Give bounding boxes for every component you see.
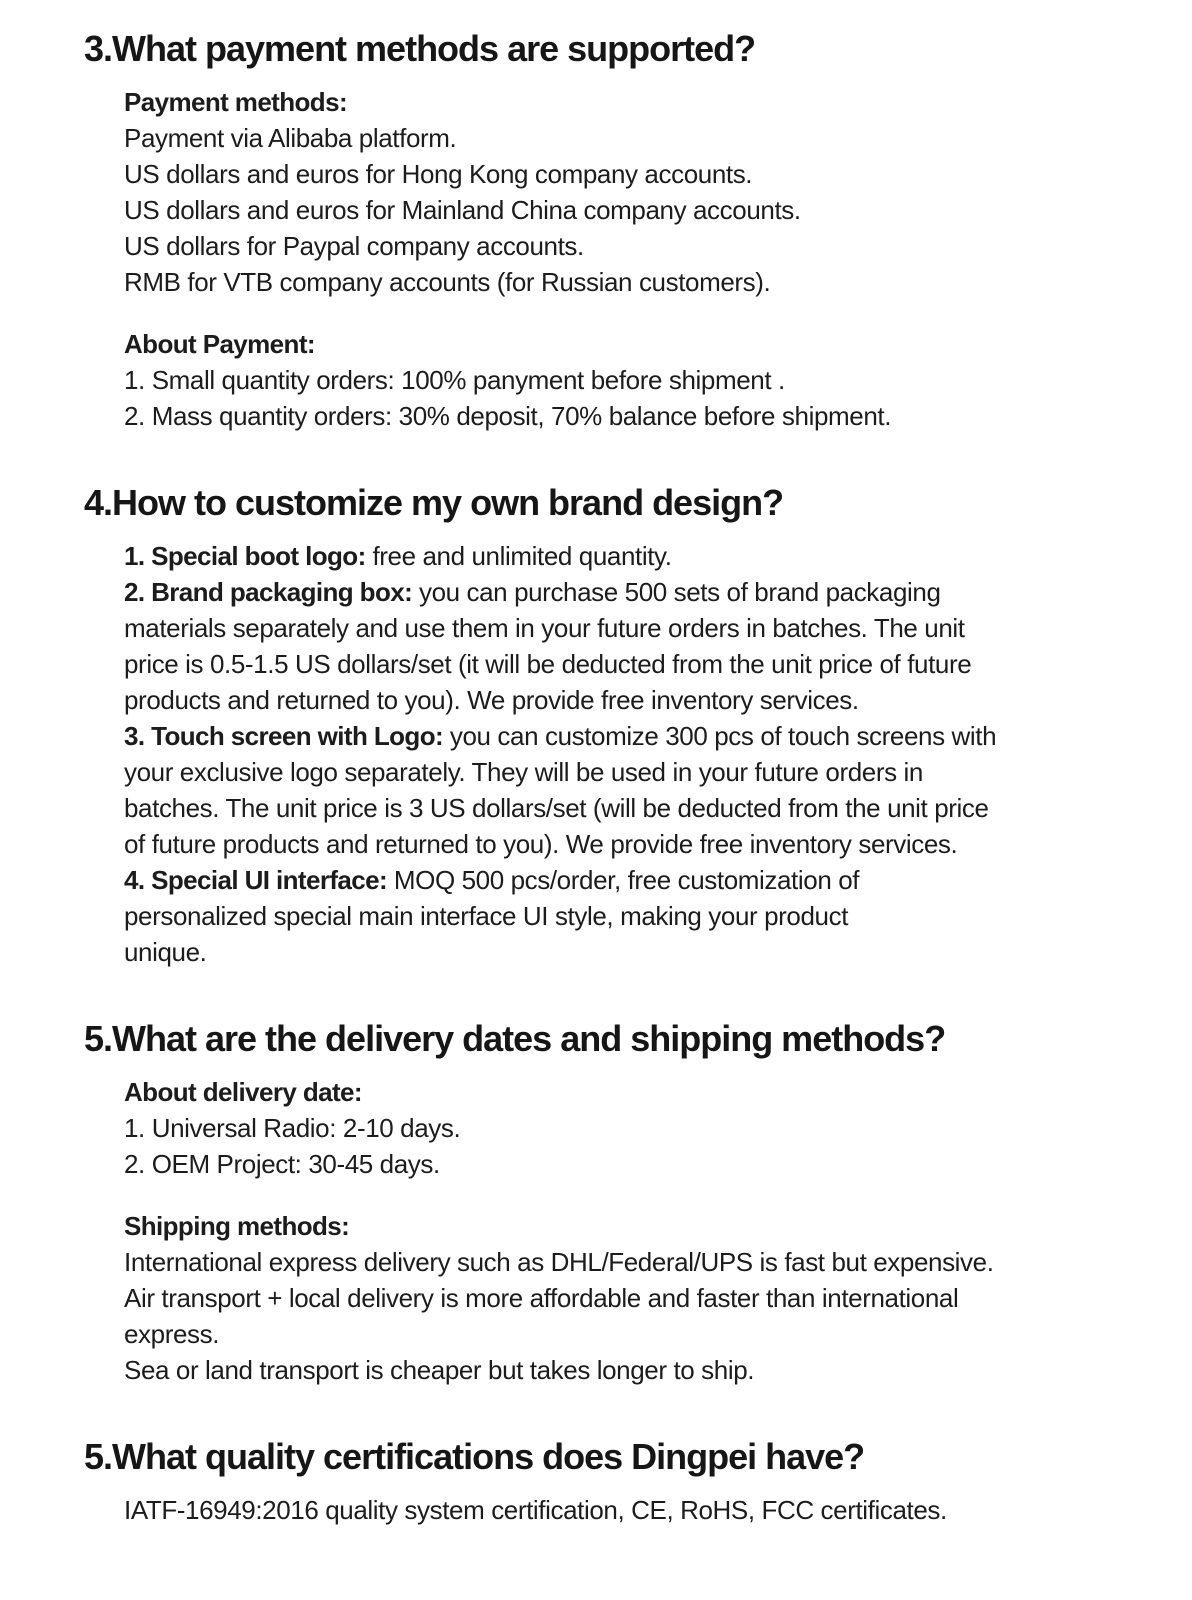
faq-section — [0, 1016, 1192, 1388]
faq-text-line — [124, 1244, 1152, 1280]
faq-text-line — [124, 362, 1152, 398]
text-run: you can customize 300 pcs of touch screens with — [443, 721, 997, 751]
faq-question-heading: 5.What quality certifications does Dingpei have? — [84, 1436, 865, 1477]
text-run: RMB for VTB company accounts (for Russian customers). — [124, 267, 771, 297]
faq-text-line — [124, 934, 1152, 970]
faq-text-line — [124, 826, 1152, 862]
text-run: IATF-16949:2016 quality system certification, CE, RoHS, FCC certificates. — [124, 1495, 947, 1525]
faq-section — [0, 26, 1192, 434]
text-run: US dollars and euros for Mainland China company accounts. — [124, 195, 801, 225]
faq-text-line — [124, 646, 1152, 682]
faq-text-line — [124, 898, 1152, 934]
text-run: batches. The unit price is 3 US dollars/set (will be deducted from the unit price — [124, 793, 989, 823]
bold-text-run: 2. Brand packaging box: — [124, 577, 413, 607]
faq-text-line — [124, 228, 1152, 264]
faq-text-line — [124, 120, 1152, 156]
faq-text-line — [124, 1146, 1152, 1182]
faq-question-heading: 5.What are the delivery dates and shipping methods? — [84, 1018, 946, 1059]
faq-text-line — [124, 754, 1152, 790]
faq-text-line — [124, 398, 1152, 434]
faq-text-line — [124, 192, 1152, 228]
faq-text-line — [124, 1352, 1152, 1388]
bold-text-run: About Payment: — [124, 329, 315, 359]
faq-text-line — [124, 1208, 1152, 1244]
faq-text-line — [124, 1492, 1152, 1528]
text-run: Payment via Alibaba platform. — [124, 123, 457, 153]
text-run: your exclusive logo separately. They will be used in your future orders in — [124, 757, 923, 787]
faq-answer-block — [124, 84, 1152, 300]
text-run: products and returned to you). We provide free inventory services. — [124, 685, 859, 715]
bold-text-run: Payment methods: — [124, 87, 348, 117]
text-run: US dollars and euros for Hong Kong company accounts. — [124, 159, 753, 189]
text-run: Air transport + local delivery is more affordable and faster than international — [124, 1283, 959, 1313]
faq-text-line — [124, 1316, 1152, 1352]
faq-text-line — [124, 156, 1152, 192]
faq-text-line — [124, 326, 1152, 362]
faq-answer-block — [124, 326, 1152, 434]
faq-question-heading: 4.How to customize my own brand design? — [84, 482, 784, 523]
faq-answer-block — [124, 538, 1152, 970]
faq-text-line — [124, 264, 1152, 300]
text-run: 1. Small quantity orders: 100% panyment before shipment . — [124, 365, 785, 395]
faq-answer-block — [124, 1074, 1152, 1182]
text-run: US dollars for Paypal company accounts. — [124, 231, 584, 261]
text-run: price is 0.5-1.5 US dollars/set (it will be deducted from the unit price of future — [124, 649, 972, 679]
faq-text-line — [124, 718, 1152, 754]
faq-text-line — [124, 610, 1152, 646]
text-run: Sea or land transport is cheaper but takes longer to ship. — [124, 1355, 755, 1385]
bold-text-run: 4. Special UI interface: — [124, 865, 388, 895]
bold-text-run: About delivery date: — [124, 1077, 362, 1107]
text-run: personalized special main interface UI style, making your product — [124, 901, 849, 931]
text-run: MOQ 500 pcs/order, free customization of — [387, 865, 860, 895]
text-run: free and unlimited quantity. — [365, 541, 672, 571]
faq-text-line — [124, 790, 1152, 826]
bold-text-run: 1. Special boot logo: — [124, 541, 366, 571]
faq-text-line — [124, 574, 1152, 610]
text-run: materials separately and use them in your future orders in batches. The unit — [124, 613, 965, 643]
faq-question-heading: 3.What payment methods are supported? — [84, 28, 756, 69]
bold-text-run: Shipping methods: — [124, 1211, 350, 1241]
text-run: International express delivery such as DHL/Federal/UPS is fast but expensive. — [124, 1247, 994, 1277]
text-run: express. — [124, 1319, 220, 1349]
faq-section — [0, 1434, 1192, 1528]
text-run: 2. Mass quantity orders: 30% deposit, 70% balance before shipment. — [124, 401, 892, 431]
bold-text-run: 3. Touch screen with Logo: — [124, 721, 444, 751]
faq-answer-block — [124, 1492, 1152, 1528]
faq-text-line — [124, 862, 1152, 898]
faq-section — [0, 480, 1192, 970]
faq-text-line — [124, 1280, 1152, 1316]
text-run: of future products and returned to you). We provide free inventory services. — [124, 829, 958, 859]
text-run: 2. OEM Project: 30-45 days. — [124, 1149, 440, 1179]
faq-text-line — [124, 538, 1152, 574]
faq-answer-block — [124, 1208, 1152, 1388]
faq-text-line — [124, 84, 1152, 120]
faq-text-line — [124, 1110, 1152, 1146]
text-run: 1. Universal Radio: 2-10 days. — [124, 1113, 461, 1143]
faq-text-line — [124, 1074, 1152, 1110]
text-run: unique. — [124, 937, 207, 967]
faq-text-line — [124, 682, 1152, 718]
text-run: you can purchase 500 sets of brand packaging — [412, 577, 941, 607]
